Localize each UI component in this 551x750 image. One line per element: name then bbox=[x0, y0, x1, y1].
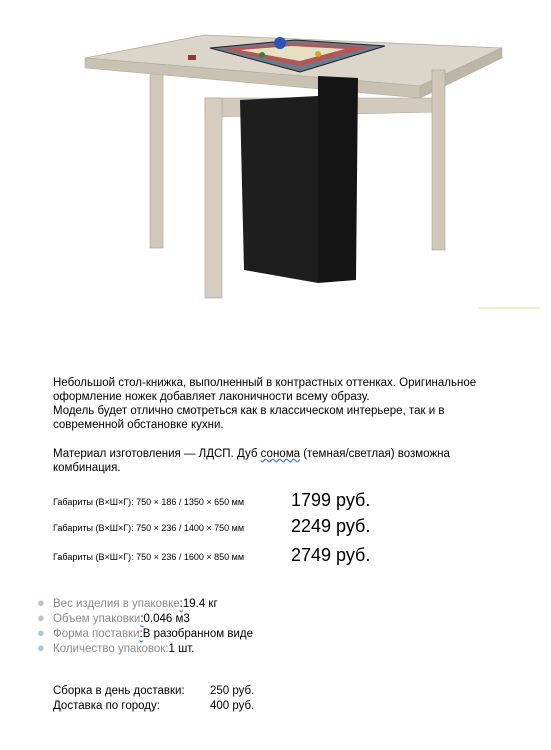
table-leg bbox=[205, 98, 222, 298]
variant-price: 2749 руб. bbox=[291, 545, 371, 565]
black-leg-panel bbox=[318, 76, 358, 283]
spec-item: ● Вес изделия в упаковке : 19.4 кг bbox=[37, 595, 218, 610]
description-line: Небольшой стол-книжка, выполненный в контрастных оттенках. Оригинальное bbox=[53, 377, 477, 389]
service-row bbox=[53, 685, 255, 697]
table-leg bbox=[432, 70, 445, 250]
bullet-icon: ● bbox=[37, 595, 45, 610]
product-description bbox=[53, 376, 523, 432]
service-label: Сборка в день доставки: bbox=[53, 685, 185, 697]
material-line: Материал изготовления — ЛДСП. Дуб сонома (темная/светлая) возможна bbox=[53, 448, 450, 460]
service-row bbox=[53, 700, 255, 712]
material-line: комбинация. bbox=[53, 462, 121, 474]
table-leg bbox=[150, 70, 163, 248]
service-label: Доставка по городу: bbox=[53, 700, 160, 712]
spec-item: ● Форма поставки : В разобранном виде bbox=[37, 625, 254, 640]
bullet-icon: ● bbox=[37, 625, 45, 640]
bullet-icon: ● bbox=[37, 640, 45, 655]
variant-dimensions: Габариты (В×Ш×Г): 750 × 236 / 1400 × 750 мм bbox=[53, 523, 245, 533]
variant-dimensions: Габариты (В×Ш×Г): 750 × 236 / 1600 × 850 мм bbox=[53, 552, 245, 562]
description-line: оформление ножек добавляет лаконичности всему образу. bbox=[53, 391, 370, 403]
description-line: Модель будет отлично смотреться как в классическом интерьере, так и в bbox=[53, 405, 445, 417]
variant-dimensions: Габариты (В×Ш×Г): 750 × 186 / 1350 × 650 мм bbox=[53, 497, 245, 507]
spec-item: ● Объем упаковки : 0.046 м3 bbox=[37, 610, 190, 625]
bullet-icon: ● bbox=[37, 610, 45, 625]
service-price: 400 руб. bbox=[210, 700, 255, 712]
material-info bbox=[53, 447, 523, 475]
service-price: 250 руб. bbox=[210, 685, 255, 697]
variant-price: 2249 руб. bbox=[291, 516, 371, 536]
product-photo bbox=[0, 0, 551, 330]
spec-item: ● Количество упаковок: 1 шт. bbox=[37, 640, 195, 655]
variant-price: 1799 руб. bbox=[291, 490, 371, 510]
description-line: современной обстановке кухни. bbox=[53, 419, 224, 431]
spec-list bbox=[37, 596, 253, 656]
